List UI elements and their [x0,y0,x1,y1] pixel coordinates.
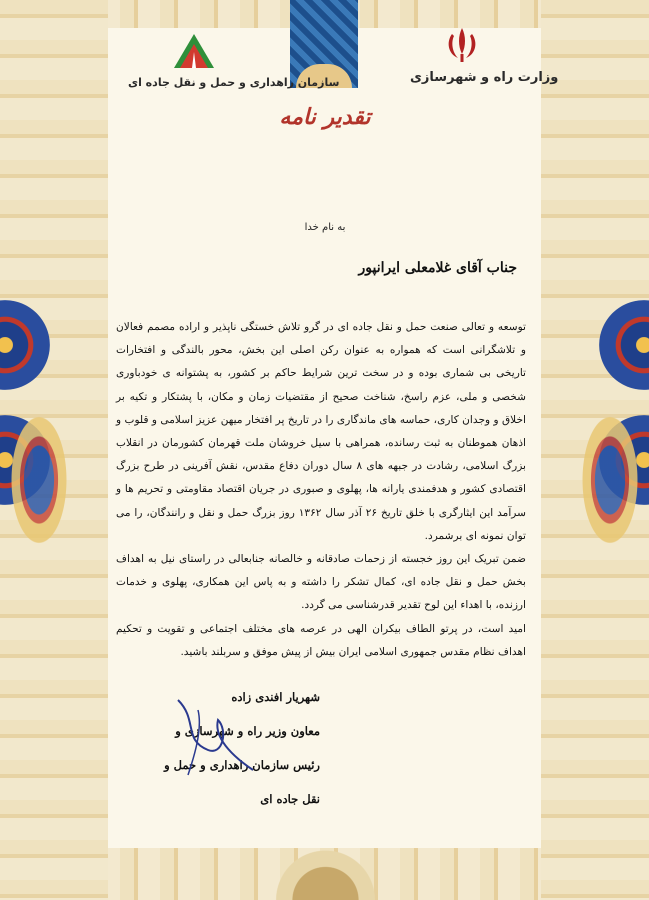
left-floral-ornament [4,400,74,560]
signatory-name: شهریار افندی زاده [231,690,320,704]
recipient-name: جناب آقای غلامعلی ایرانپور [358,260,517,276]
signatory-position: رئیس سازمان راهداری و حمل و نقل جاده ای [164,758,320,806]
body-paragraph: ضمن تبریک این روز خجسته از زحمات صادقانه و خالصانه جنابعالی در راستای نیل به اهداف بخش حمل و نقل جاده ای، کمال تشکر را داشته و به پاس این همکاری، پهلوی و خدمات ارزنده، با اهداء این لوح تقدیر قدرشناسی می گردد. [116,553,526,612]
iran-emblem-icon [440,24,484,68]
body-paragraph: امید است، در پرتو الطاف بیکران الهی در عرصه های مختلف اجتماعی و تقویت و تحکیم اهداف نظام مقدس جمهوری اسلامی ایران بیش از پیش موفق و سربلند باشید. [116,622,526,658]
ministry-name: وزارت راه و شهرسازی [410,70,559,85]
certificate-text [116,316,526,664]
body-paragraph: توسعه و تعالی صنعت حمل و نقل جاده ای در گرو تلاش خستگی ناپذیر و اراده مصمم فعالان و تلاشگرانی است که همواره به عنوان رکن اصلی این بخش، محور بالندگی و افتخارات تاریخی بی شماری بوده و در سخت ترین شرایط حاکم بر کشور، به پشتوانه ی خودباوری شخصی و ملی، عزم راسخ، شناخت صحیح از مقتضیات زمان و مکان، با پشتکار و تکیه بر اخلاق و وجدان کاری، حماسه های ماندگاری را در تاریخ پر افتخار میهن عزیز اسلامی و قلوب و اذهان هموطنان به ثبت رسانده، همراهی با سیل خروشان ملت قهرمان کشورمان در انقلاب بزرگ اسلامی، رشادت در جبهه های ۸ سال دوران دفاع مقدس، نقش آفرینی در طرح بزرگ اقتصادی کشور و هدفمندی یارانه ها، پهلوی و صبوری در جریان اقتصاد مقاومتی و تحریم ها و سرآمد این ایثارگری با خلق تاریخ ۲۶ آذر سال ۱۳۶۲ روز بزرگ حمل و نقل و رانندگان، را می توان نمونه ای برشمرد. [116,321,526,542]
bismillah: به نام خدا [304,222,346,233]
signatory-position: معاون وزیر راه و شهرسازی و [175,724,320,738]
road-organization-logo-icon [170,30,218,72]
organization-name: سازمان راهداری و حمل و نقل جاده ای [128,76,340,89]
handwritten-signature [168,690,268,780]
certificate-title: تقدیر نامه [279,104,371,130]
right-floral-ornament [575,400,645,560]
